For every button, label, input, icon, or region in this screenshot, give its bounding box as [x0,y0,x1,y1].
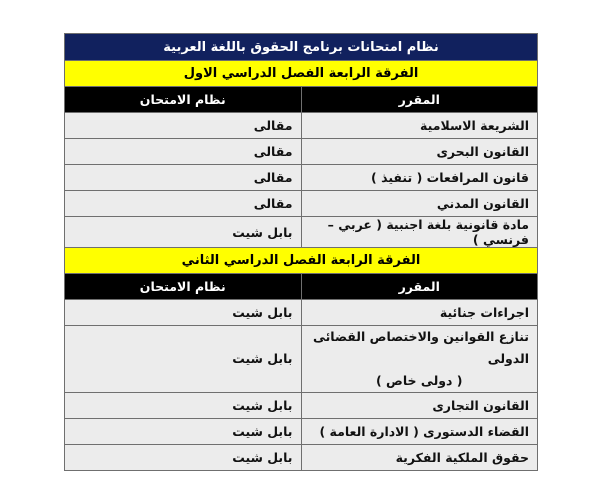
course-cell: القانون المدني [301,191,538,217]
exam-column-header: نظام الامتحان [65,274,302,300]
exam-schedule-sheet [64,33,538,471]
table-row [65,445,538,471]
table-row [65,191,538,217]
column-header-row [65,274,538,300]
exam-type-cell: بابل شيت [65,326,302,393]
exam-type-cell: بابل شيت [65,445,302,471]
table-title-row [65,34,538,61]
course-cell: الشريعة الاسلامية [301,113,538,139]
course-line: ( دولى خاص ) [375,373,463,388]
table-row [65,113,538,139]
course-cell: قانون المرافعات ( تنفيذ ) [301,165,538,191]
table-row [65,419,538,445]
exam-column-header: نظام الامتحان [65,87,302,113]
course-cell [301,326,538,393]
exam-type-cell: بابل شيت [65,393,302,419]
course-line: تنازع القوانين والاختصاص القضائى الدولى [312,329,529,366]
section-heading-row [65,248,538,274]
exam-type-cell: بابل شيت [65,217,302,248]
course-cell: حقوق الملكية الفكرية [301,445,538,471]
exam-type-cell: مقالى [65,165,302,191]
section-heading: الفرقة الرابعة الفصل الدراسي الثاني [65,248,538,274]
exam-type-cell: بابل شيت [65,419,302,445]
course-cell: مادة قانونية بلغة اجنبية ( عربي – فرنسي ) [301,217,538,248]
column-header-row [65,87,538,113]
exam-type-cell: مقالى [65,191,302,217]
table-row [65,139,538,165]
course-cell: القانون البحرى [301,139,538,165]
exam-type-cell: مقالى [65,139,302,165]
section-heading-row [65,61,538,87]
table-row [65,300,538,326]
course-column-header: المقرر [301,274,538,300]
course-column-header: المقرر [301,87,538,113]
table-title: نظام امتحانات برنامج الحقوق باللغة العربية [65,34,538,61]
table-row [65,217,538,248]
exam-schedule-table [64,33,538,471]
exam-type-cell: بابل شيت [65,300,302,326]
table-row [65,393,538,419]
table-row [65,326,538,393]
section-heading: الفرقة الرابعة الفصل الدراسي الاول [65,61,538,87]
table-row [65,165,538,191]
exam-type-cell: مقالى [65,113,302,139]
course-cell: القضاء الدستورى ( الادارة العامة ) [301,419,538,445]
course-cell: اجراءات جنائية [301,300,538,326]
course-cell: القانون التجارى [301,393,538,419]
